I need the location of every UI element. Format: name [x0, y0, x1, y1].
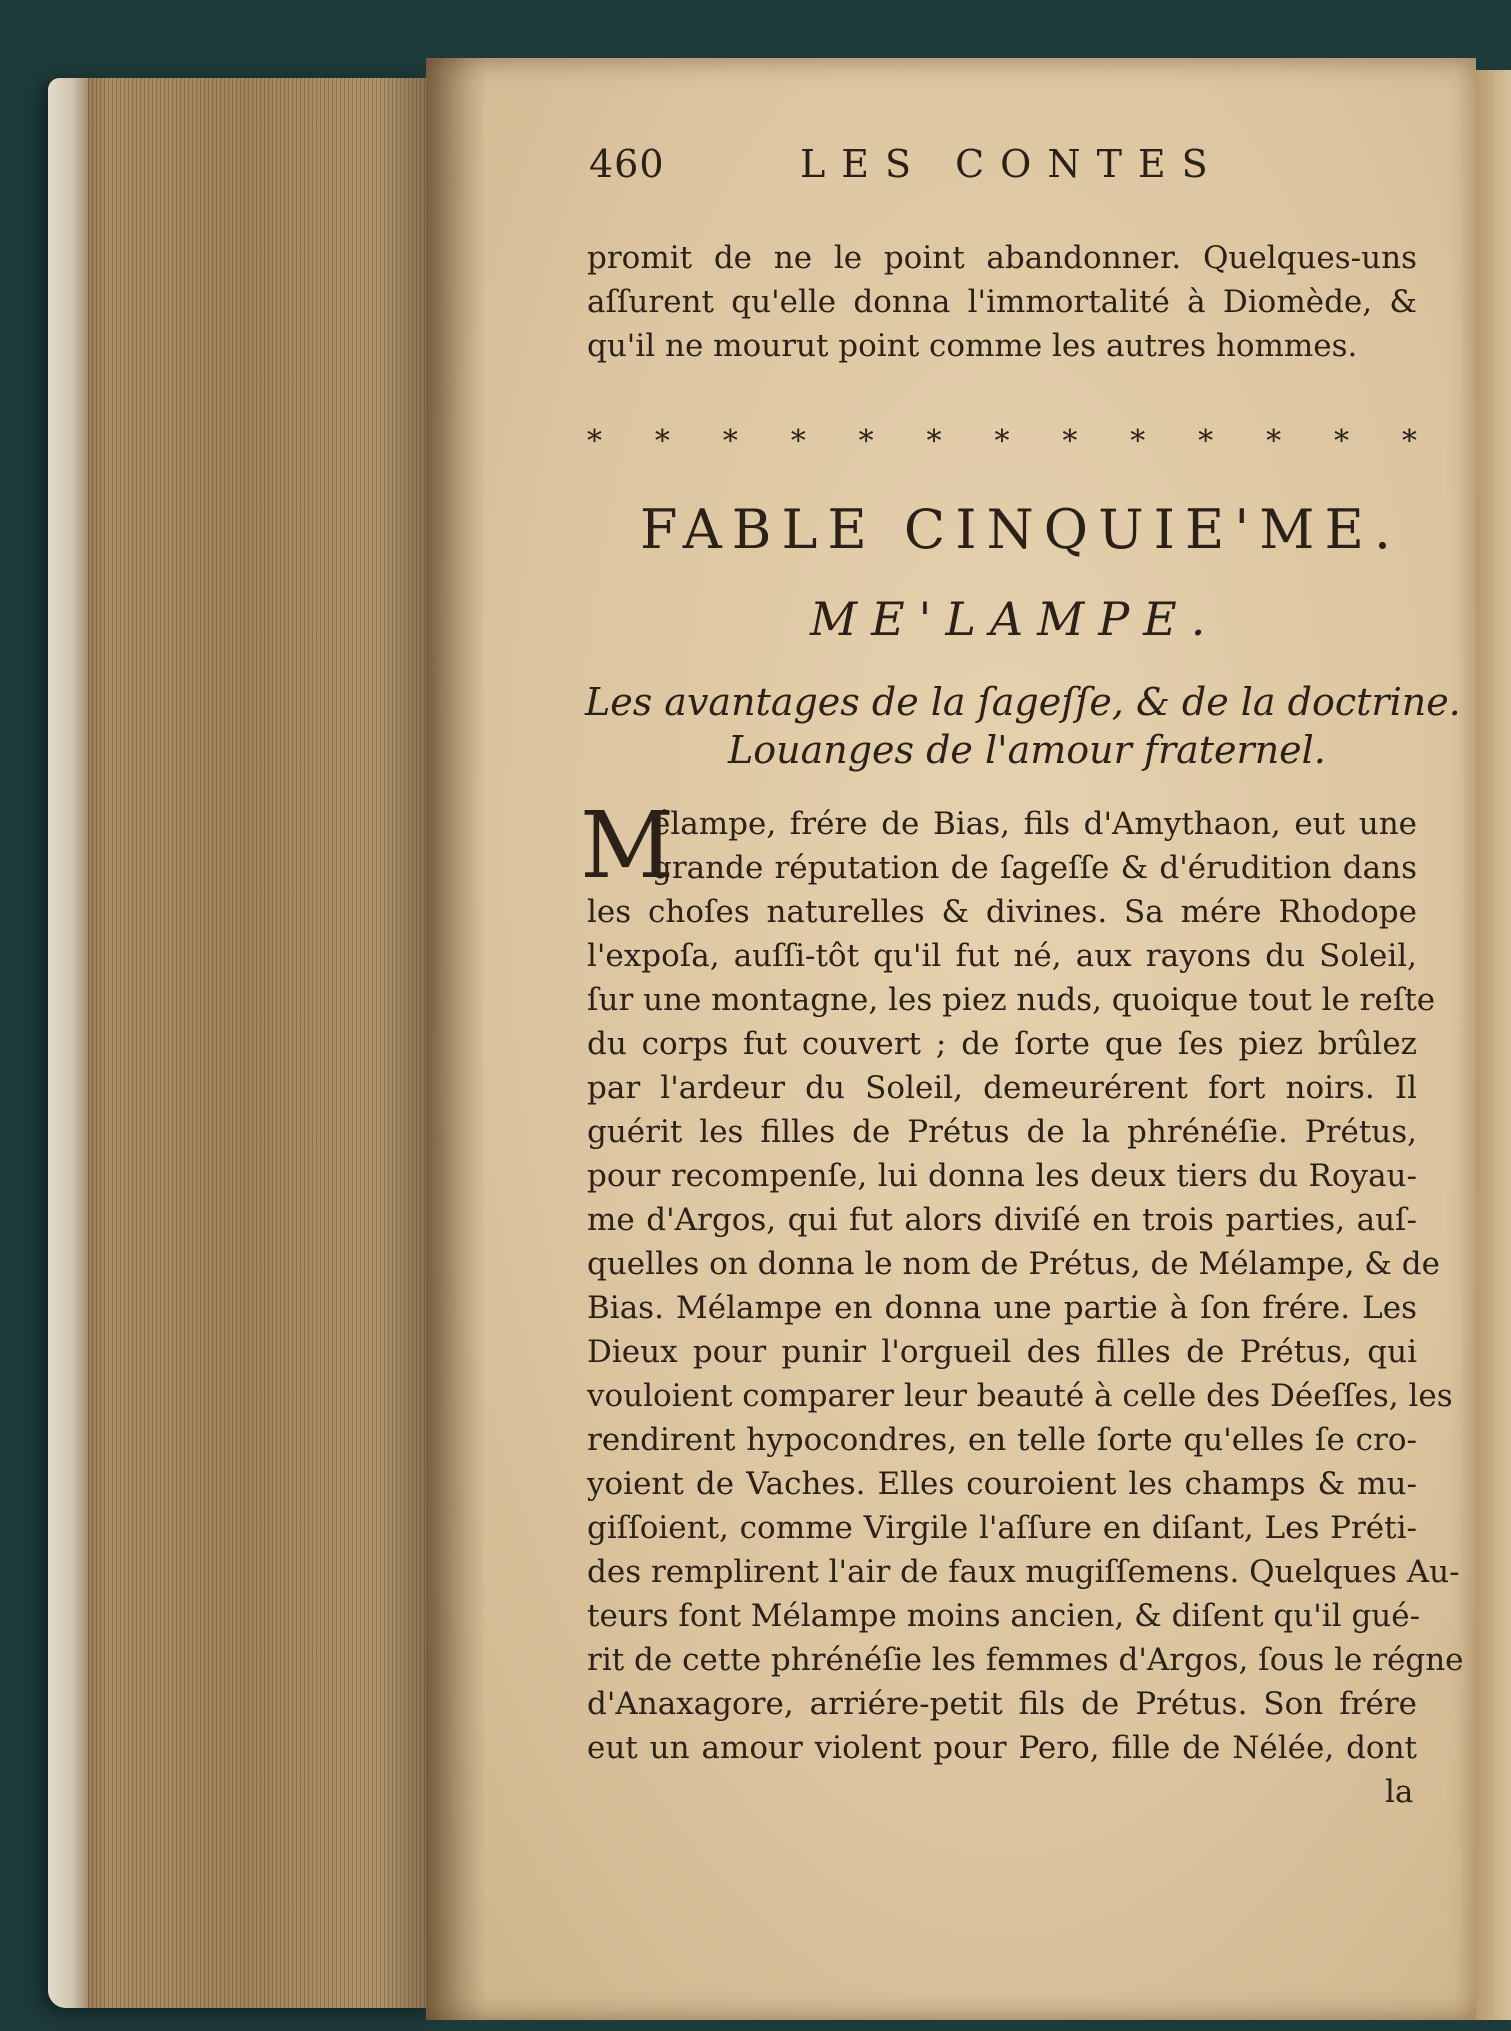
divider-star: *: [858, 424, 874, 459]
divider-star: *: [587, 424, 602, 459]
text-line: me d'Argos, qui fut alors diviſé en trois parties, auſ-: [587, 1202, 1417, 1238]
text-line: élampe, frére de Bias, fils d'Amythaon, eut une: [652, 806, 1417, 842]
running-title: LES CONTES: [800, 142, 1224, 186]
text-line: grande réputation de ſageſſe & d'érudition dans: [652, 850, 1417, 886]
book-fore-edge: [48, 78, 434, 2008]
text-line: eut un amour violent pour Pero, fille de Nélée, dont: [587, 1730, 1417, 1766]
text-line: rendirent hypocondres, en telle ſorte qu'elles ſe cro-: [587, 1422, 1417, 1458]
text-line: teurs font Mélampe moins ancien, & diſent qu'il gué-: [587, 1598, 1421, 1634]
gutter-shadow: [426, 58, 486, 2020]
drop-cap: M: [580, 792, 675, 899]
facing-page-edge: [1476, 70, 1511, 2020]
text-line: promit de ne le point abandonner. Quelques-uns: [587, 240, 1417, 276]
ornamental-divider: [587, 424, 1417, 459]
catchword: la: [1385, 1774, 1414, 1810]
divider-star: *: [1062, 424, 1078, 459]
text-line: pour recompenſe, lui donna les deux tiers du Royau-: [587, 1158, 1417, 1194]
text-line: des remplirent l'air de faux mugiſſemens. Quelques Au-: [587, 1554, 1460, 1590]
text-line: les choſes naturelles & divines. Sa mére Rhodope: [587, 894, 1417, 930]
text-line: rit de cette phrénéſie les femmes d'Argos, ſous le régne: [587, 1642, 1464, 1678]
page-number: 460: [589, 142, 665, 186]
text-line: yoient de Vaches. Elles couroient les champs & mu-: [587, 1466, 1417, 1502]
text-line: par l'ardeur du Soleil, demeurérent fort noirs. Il: [587, 1070, 1417, 1106]
fable-title: FABLE CINQUIE'ME.: [640, 498, 1402, 561]
text-line: ſur une montagne, les piez nuds, quoique tout le reſte: [587, 982, 1436, 1018]
text-line: giſſoient, comme Virgile l'aſſure en diſant, Les Préti-: [587, 1510, 1417, 1546]
divider-star: *: [1266, 424, 1282, 459]
divider-star: *: [926, 424, 942, 459]
divider-star: *: [1401, 424, 1417, 459]
text-line: qu'il ne mourut point comme les autres hommes.: [587, 328, 1358, 364]
divider-star: *: [1333, 424, 1349, 459]
divider-star: *: [722, 424, 738, 459]
divider-star: *: [1130, 424, 1146, 459]
vellum-binding: [48, 78, 88, 2008]
text-line: guérit les filles de Prétus de la phrénéſie. Prétus,: [587, 1114, 1417, 1150]
text-line: Dieux pour punir l'orgueil des filles de Prétus, qui: [587, 1334, 1417, 1370]
text-line: d'Anaxagore, arriére-petit fils de Prétus. Son frére: [587, 1686, 1417, 1722]
text-line: aſſurent qu'elle donna l'immortalité à Diomède, &: [587, 284, 1417, 320]
fable-name: ME'LAMPE.: [810, 592, 1220, 646]
text-line: quelles on donna le nom de Prétus, de Mélampe, & de: [587, 1246, 1440, 1282]
fable-subtitle: Les avantages de la ſageſſe, & de la doctrine.: [585, 680, 1461, 724]
text-line: du corps fut couvert ; de ſorte que ſes piez brûlez: [587, 1026, 1417, 1062]
divider-star: *: [790, 424, 806, 459]
divider-star: *: [994, 424, 1010, 459]
fable-subtitle: Louanges de l'amour fraternel.: [728, 728, 1326, 772]
divider-star: *: [1198, 424, 1214, 459]
text-line: l'expoſa, auſſi-tôt qu'il fut né, aux rayons du Soleil,: [587, 938, 1417, 974]
divider-star: *: [654, 424, 670, 459]
text-line: vouloient comparer leur beauté à celle des Déeſſes, les: [587, 1378, 1453, 1414]
text-line: Bias. Mélampe en donna une partie à ſon frére. Les: [587, 1290, 1417, 1326]
